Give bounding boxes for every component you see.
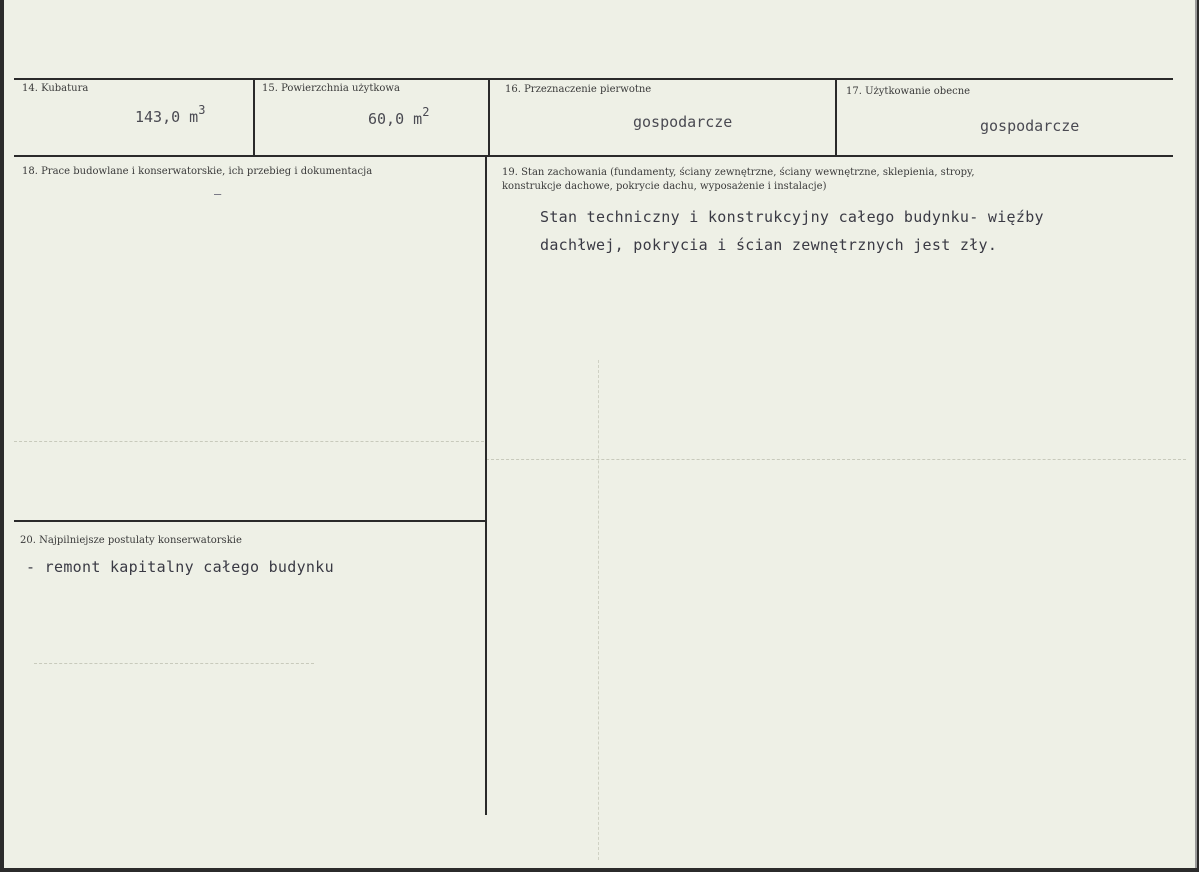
- bleed-through-line: [598, 360, 600, 860]
- top-rule: [14, 78, 1173, 80]
- main-column-divider: [485, 155, 487, 815]
- bleed-through-line: [14, 441, 484, 443]
- field-19-label-line1: 19. Stan zachowania (fundamenty, ściany zewnętrzne, ściany wewnętrzne, sklepienia, stropy,: [502, 167, 975, 178]
- field-15-value: 60,0 $m^2$: [368, 105, 430, 128]
- field-14-value: 143,0 $m^3$: [135, 103, 206, 126]
- column-divider: [488, 78, 490, 155]
- row-divider-rule: [14, 155, 1173, 157]
- field-15-label: 15. Powierzchnia użytkowa: [262, 83, 400, 94]
- field-19-label-line2: konstrukcje dachowe, pokrycie dachu, wyposażenie i instalacje): [502, 181, 827, 192]
- field-19-text-line1: Stan techniczny i konstrukcyjny całego budynku- więźby: [540, 208, 1044, 226]
- field-16-value: gospodarcze: [633, 113, 733, 131]
- field-17-label: 17. Użytkowanie obecne: [846, 86, 971, 97]
- field-17-value: gospodarcze: [980, 117, 1080, 135]
- field-18-value: –: [214, 187, 222, 201]
- field-14-label: 14. Kubatura: [22, 83, 89, 94]
- field-16-label: 16. Przeznaczenie pierwotne: [505, 84, 652, 95]
- field-20-value: - remont kapitalny całego budynku: [26, 558, 334, 576]
- record-card-sheet: [4, 0, 1197, 868]
- field-18-label: 18. Prace budowlane i konserwatorskie, ich przebieg i dokumentacja: [22, 166, 373, 177]
- section-20-rule: [14, 520, 485, 522]
- bleed-through-line: [34, 663, 314, 665]
- field-20-label: 20. Najpilniejsze postulaty konserwatorskie: [20, 535, 242, 546]
- column-divider: [253, 78, 255, 155]
- bleed-through-line: [486, 459, 1186, 461]
- field-19-text-line2: dachłwej, pokrycia i ścian zewnętrznych jest zły.: [540, 236, 998, 254]
- column-divider: [835, 78, 837, 155]
